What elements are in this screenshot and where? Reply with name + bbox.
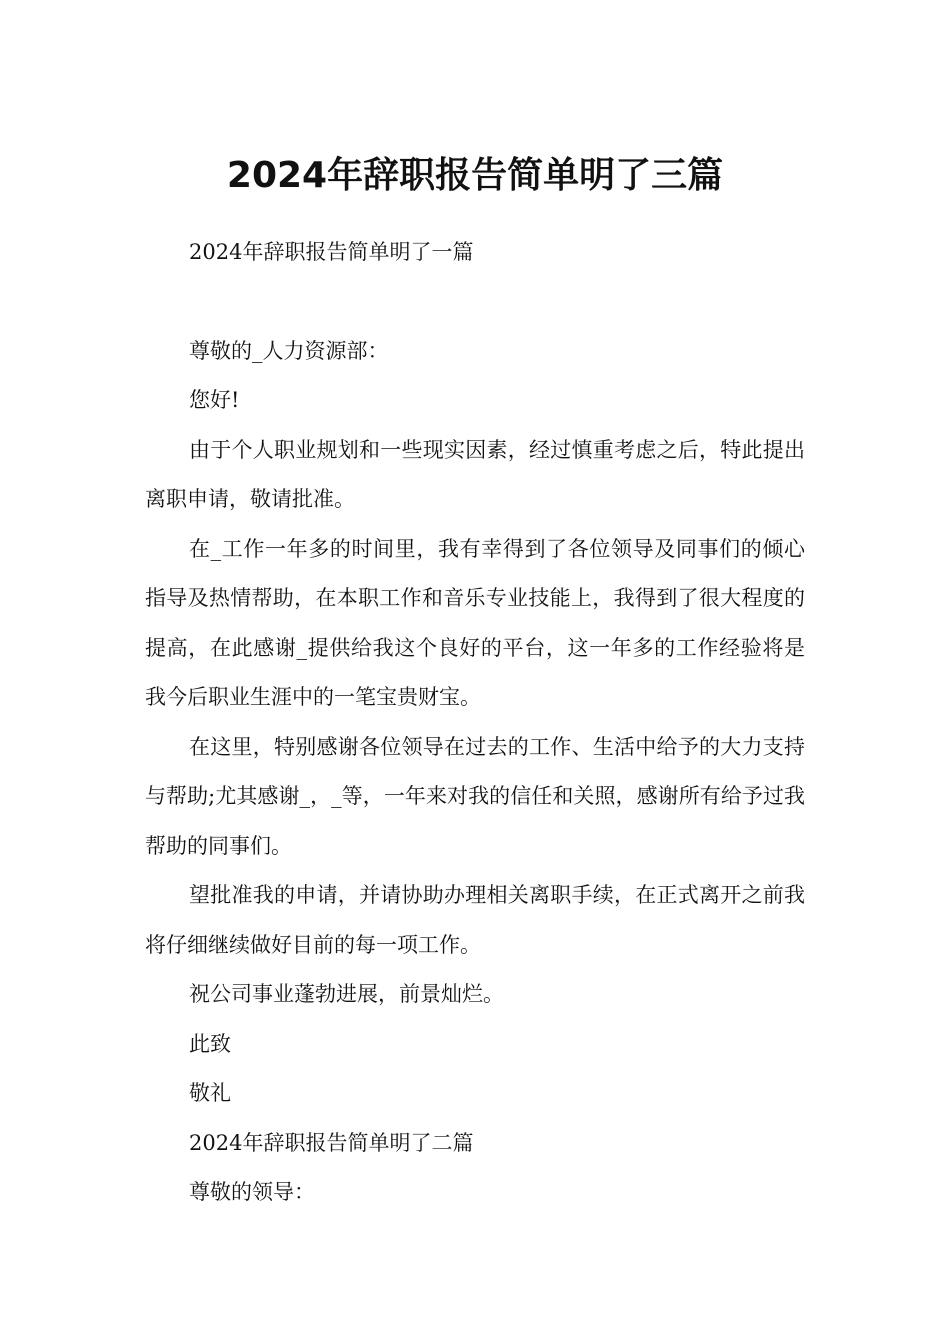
salutation-2: 尊敬的领导： [189,1180,315,1204]
body-paragraph: 在这里，特别感谢各位领导在过去的工作、生活中给予的大力支持与帮助;尤其感谢_，_等，一年来对我的信任和关照，感谢所有给予过我帮助的同事们。 [145,734,805,858]
body-paragraph: 望批准我的申请，并请协助办理相关离职手续，在正式离开之前我将仔细继续做好目前的每一项工作。 [145,883,805,957]
closing-regards: 敬礼 [189,1081,231,1105]
section-heading-1: 2024年辞职报告简单明了一篇 [189,240,474,264]
greeting: 您好! [189,388,240,412]
closing-line: 此致 [189,1031,231,1056]
body-paragraph: 由于个人职业规划和一些现实因素，经过慎重考虑之后，特此提出离职申请，敬请批准。 [145,437,805,511]
section-heading-2: 2024年辞职报告简单明了二篇 [189,1130,474,1155]
document-title: 2024年辞职报告简单明了三篇 [226,155,724,197]
closing-wish: 祝公司事业蓬勃进展，前景灿烂。 [189,982,504,1006]
salutation: 尊敬的_人力资源部： [189,338,389,363]
body-paragraph: 在_工作一年多的时间里，我有幸得到了各位领导及同事们的倾心指导及热情帮助，在本职工作和音乐专业技能上，我得到了很大程度的提高，在此感谢_提供给我这个良好的平台，这一年多的工作经验将是我今后职业生涯中的一笔宝贵财宝。 [145,536,805,709]
document-body [145,228,805,1218]
